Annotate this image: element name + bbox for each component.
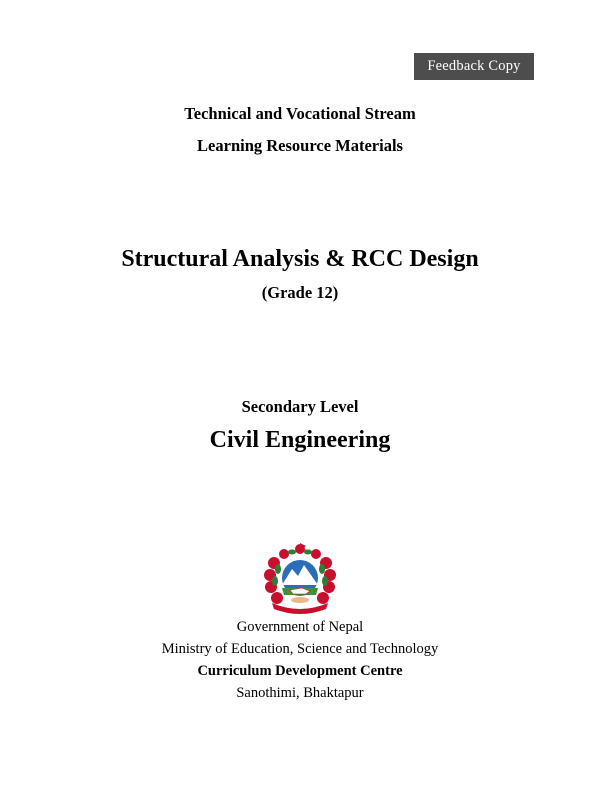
publisher-address: Sanothimi, Bhaktapur (236, 685, 364, 701)
ministry-name: Ministry of Education, Science and Technology (161, 641, 439, 657)
subject-title: Civil Engineering (209, 427, 391, 453)
nepal-coat-of-arms-icon (260, 543, 340, 615)
grade-label: (Grade 12) (261, 283, 339, 302)
level-label: Secondary Level (241, 397, 359, 416)
book-title: Structural Analysis & RCC Design (121, 246, 479, 272)
government-name: Government of Nepal (236, 619, 364, 635)
stream-heading: Technical and Vocational Stream (184, 104, 416, 123)
feedback-copy-badge: Feedback Copy (414, 53, 534, 80)
materials-heading: Learning Resource Materials (197, 136, 403, 155)
centre-name: Curriculum Development Centre (197, 663, 403, 679)
